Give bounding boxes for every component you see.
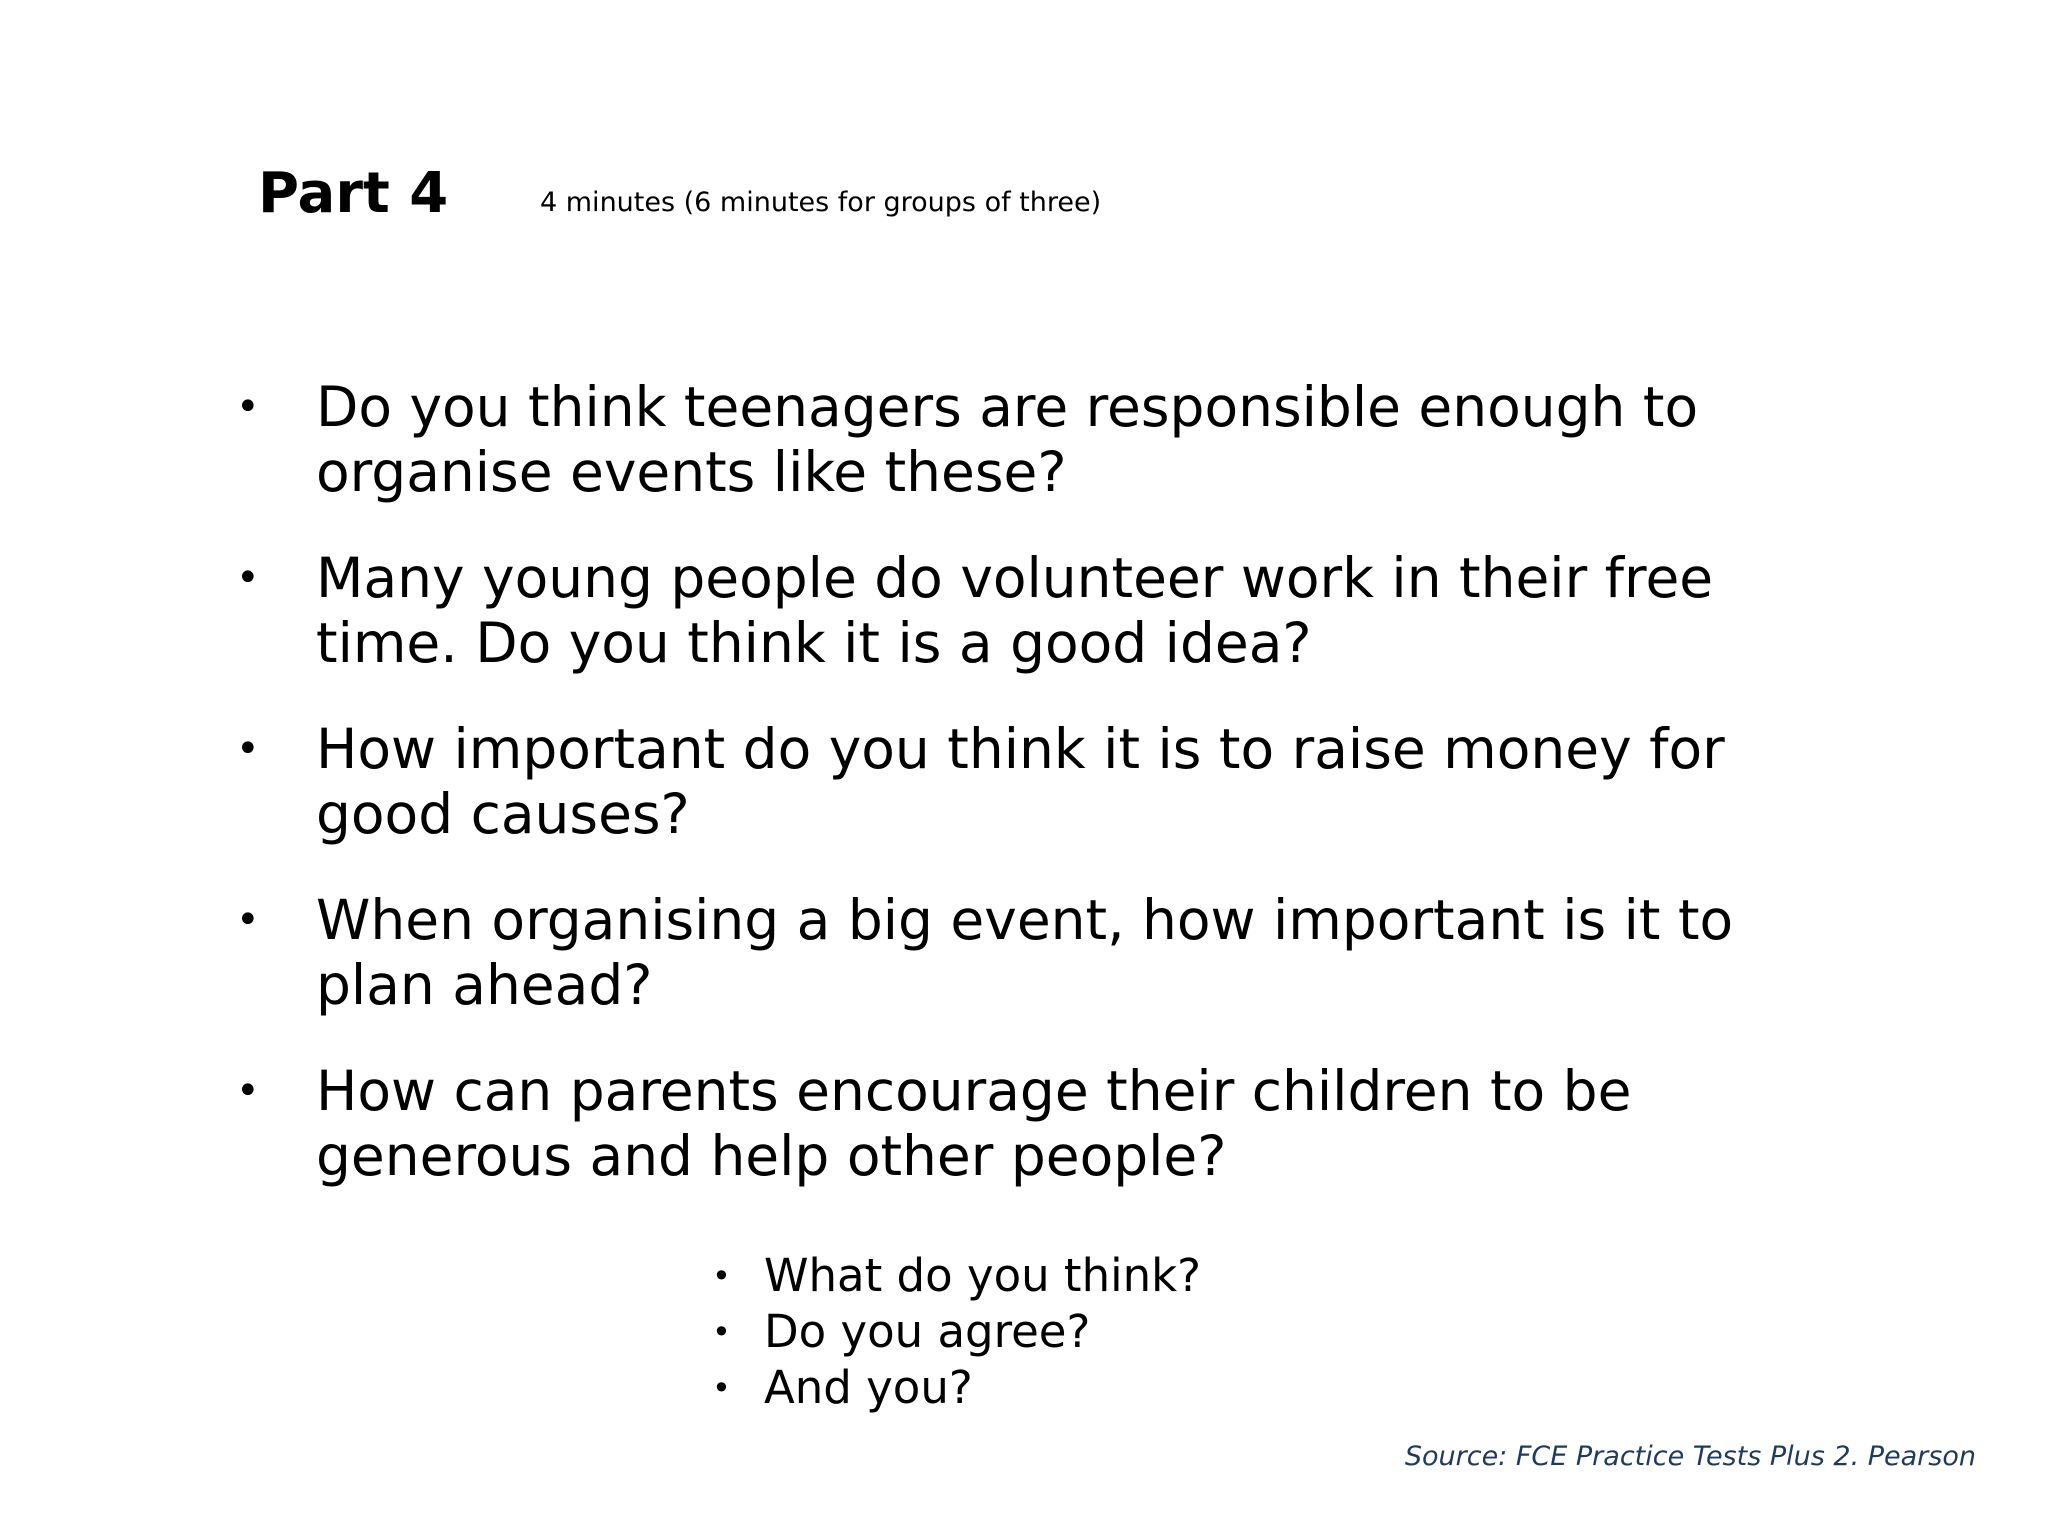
question-item <box>236 546 1756 676</box>
question-text: Many young people do volunteer work in their free time. Do you think it is a good idea? <box>316 546 1714 675</box>
question-item <box>236 375 1756 505</box>
bullet-icon: • <box>236 384 260 430</box>
prompt-text: Do you agree? <box>764 1305 1091 1358</box>
prompt-item <box>712 1360 1201 1416</box>
prompt-text: What do you think? <box>764 1249 1202 1302</box>
bullet-icon: • <box>236 726 260 772</box>
prompt-item <box>712 1304 1201 1360</box>
bullet-icon: • <box>712 1369 731 1407</box>
question-text: How important do you think it is to raise money for good causes? <box>316 717 1725 846</box>
question-list <box>236 375 1756 1230</box>
question-text: When organising a big event, how important is it to plan ahead? <box>316 888 1734 1017</box>
part-timing: 4 minutes (6 minutes for groups of three) <box>540 187 1102 218</box>
question-text: Do you think teenagers are responsible enough to organise events like these? <box>316 375 1699 504</box>
part-title: Part 4 <box>258 161 449 226</box>
prompt-list <box>712 1248 1201 1416</box>
bullet-icon: • <box>712 1313 731 1351</box>
question-item <box>236 888 1756 1018</box>
question-item <box>236 717 1756 847</box>
bullet-icon: • <box>236 897 260 943</box>
bullet-icon: • <box>236 555 260 601</box>
bullet-icon: • <box>236 1068 260 1114</box>
question-item <box>236 1059 1756 1189</box>
bullet-icon: • <box>712 1257 731 1295</box>
prompt-text: And you? <box>764 1361 973 1414</box>
question-text: How can parents encourage their children to be generous and help other people? <box>316 1059 1632 1188</box>
source-citation: Source: FCE Practice Tests Plus 2. Pearson <box>1404 1441 1976 1472</box>
prompt-item <box>712 1248 1201 1304</box>
